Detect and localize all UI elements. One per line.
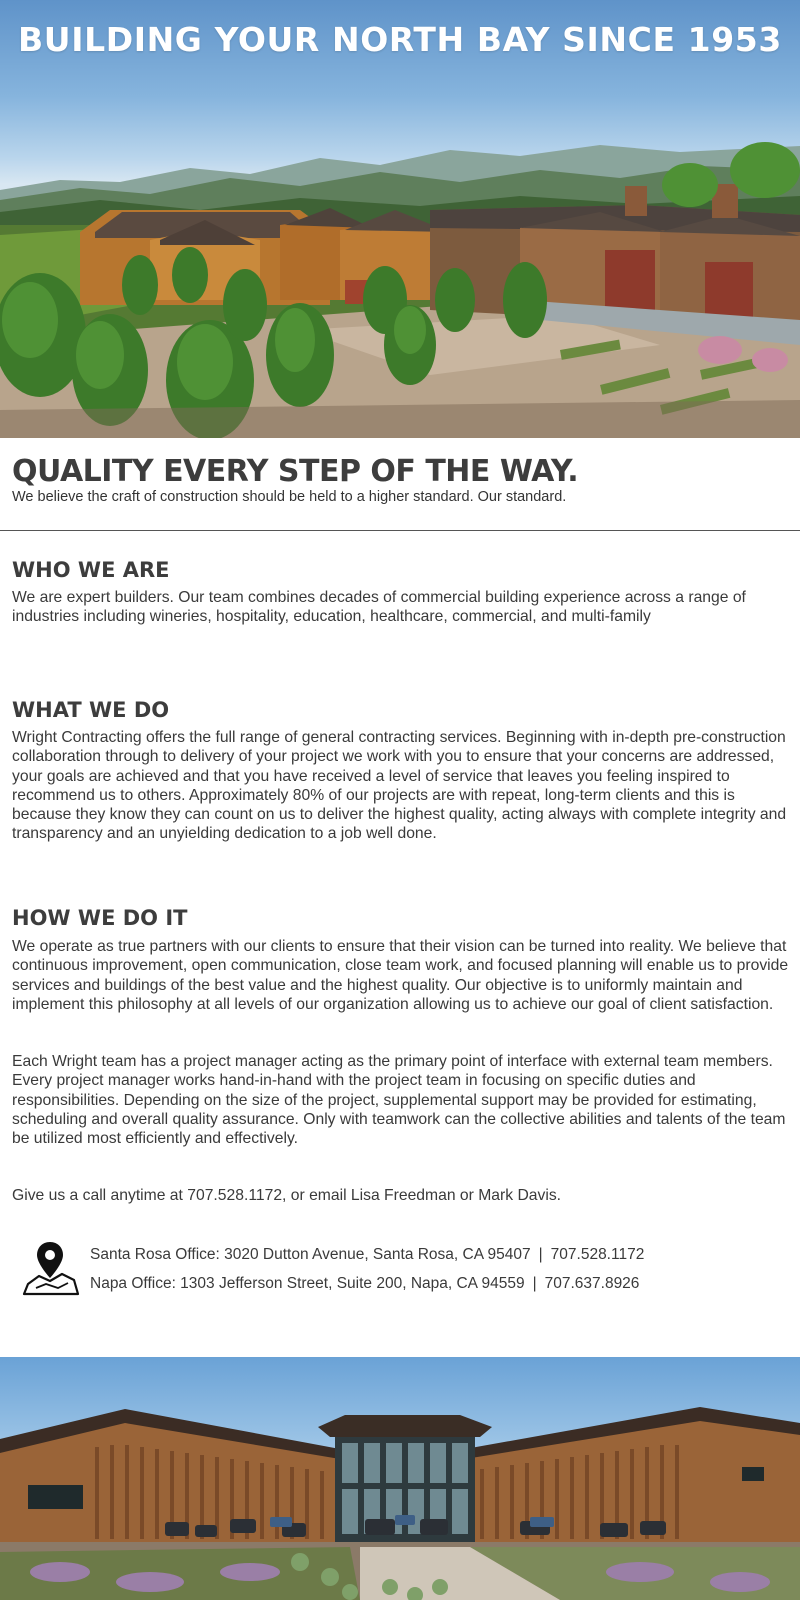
how-we-do-it-paragraph-2: Each Wright team has a project manager acting as the primary point of interface with external team members. Every project manager works hand-in-hand with the project team in focusing on specific duties and responsibilities. Depending on the size of the project, supplemental support may be provided for estimating, scheduling and overall quality assurance. Only with teamwork can the collective abilities and talents of the team be utilized most efficiently and effectively. (12, 1053, 786, 1148)
who-we-are-body: We are expert builders. Our team combines decades of commercial building experience across a range of industries including wineries, hospitality, education, healthcare, commercial, and multi-family (12, 589, 746, 626)
map-pin-icon (22, 1238, 80, 1296)
office-phone[interactable]: 707.637.8926 (544, 1275, 640, 1292)
office-address: Santa Rosa Office: 3020 Dutton Avenue, Santa Rosa, CA 95407 (90, 1246, 531, 1263)
hero-banner (0, 0, 800, 438)
hero-title: BUILDING YOUR NORTH BAY SINCE 1953 (18, 20, 782, 59)
intro-headline: QUALITY EVERY STEP OF THE WAY. (12, 454, 579, 489)
office-separator: | (532, 1275, 537, 1292)
section-divider (0, 530, 800, 531)
who-we-are-heading: WHO WE ARE (12, 558, 170, 582)
office-santa-rosa (90, 1246, 644, 1264)
hero-photo-winery (0, 0, 800, 438)
intro-subtext: We believe the craft of construction should be held to a higher standard. Our standard. (12, 489, 567, 505)
what-we-do-heading: WHAT WE DO (12, 698, 170, 722)
bottom-photo-building (0, 1357, 800, 1600)
how-we-do-it-heading: HOW WE DO IT (12, 906, 188, 930)
office-phone[interactable]: 707.528.1172 (550, 1246, 645, 1263)
office-napa (90, 1275, 639, 1293)
what-we-do-body: Wright Contracting offers the full range of general contracting services. Beginning with in-depth pre-construction collaboration through to delivery of your project we work with you to ensure that your concerns are addressed, your goals are achieved and that you have received a level of service that leaves you feeling inspired to recommend us to others. Approximately 80% of our projects are with repeat, long-term clients and this is because they know they can count on us to deliver the highest quality, acting always with complete integrity and transparency and an unyielding dedication to a job well done. (12, 729, 787, 843)
contact-line: Give us a call anytime at 707.528.1172, or email Lisa Freedman or Mark Davis. (12, 1187, 562, 1204)
how-we-do-it-paragraph-1: We operate as true partners with our clients to ensure that their vision can be turned into reality. We believe that continuous improvement, open communication, close team work, and focused planning will enable us to provide services and buildings of the best value and the highest quality. Our objective is to uniformly maintain and implement this philosophy at all levels of our organization allowing us to achieve our goal of client satisfaction. (12, 938, 789, 1013)
office-separator: | (538, 1246, 543, 1263)
office-address: Napa Office: 1303 Jefferson Street, Suite 200, Napa, CA 94559 (90, 1275, 525, 1292)
